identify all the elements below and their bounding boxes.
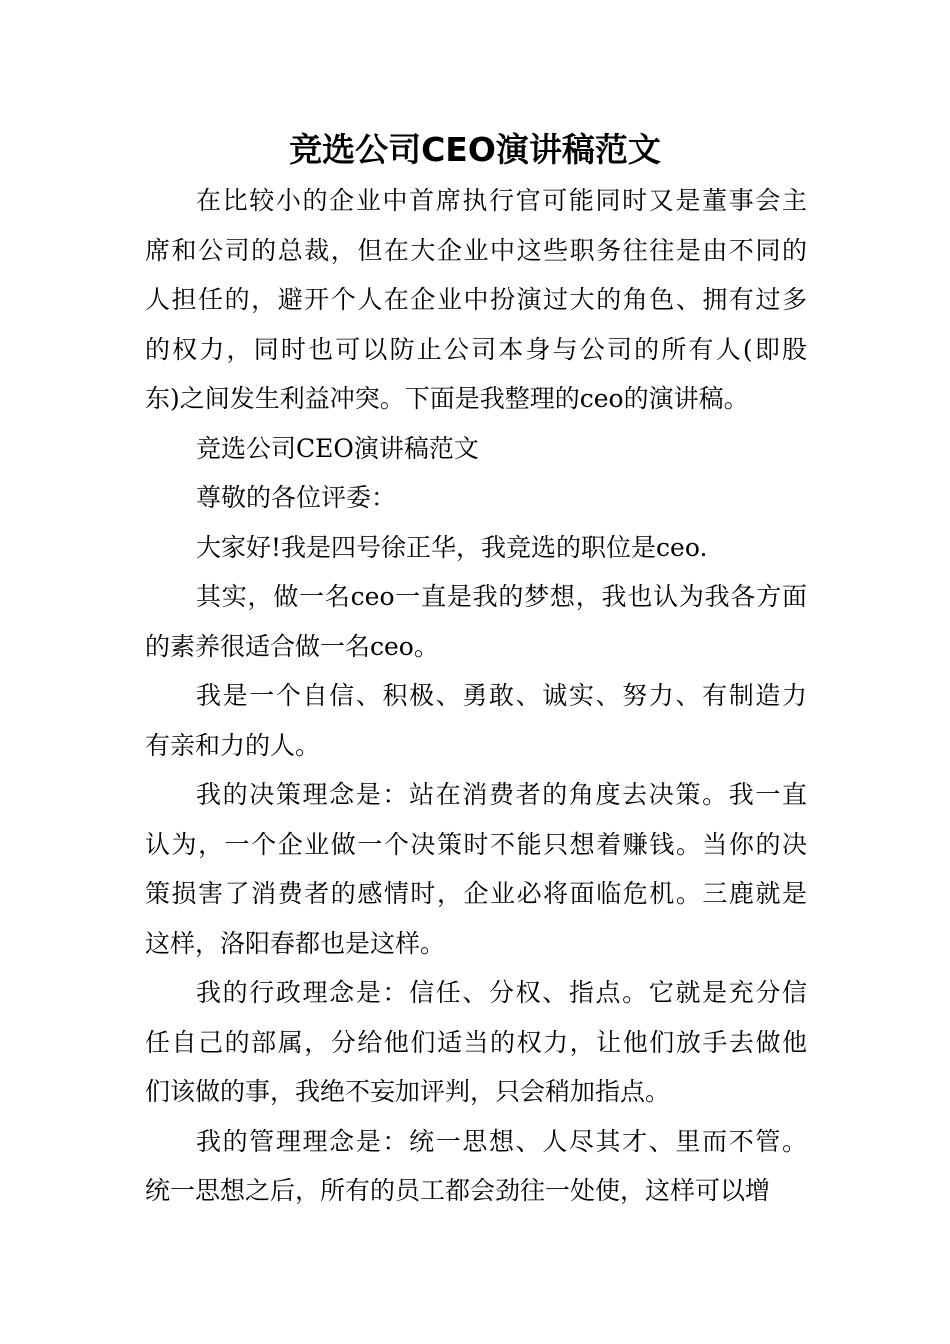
text-line: 我的管理理念是：统一思想、人尽其才、里而不管。 bbox=[196, 1126, 807, 1156]
text-line: 这样，洛阳春都也是这样。 bbox=[145, 928, 446, 958]
text-line: 人担任的，避开个人在企业中扮演过大的角色、拥有过多 bbox=[145, 285, 807, 314]
text-line: 尊敬的各位评委： bbox=[196, 483, 397, 512]
text-line: 策损害了消费者的感情时，企业必将面临危机。三鹿就是 bbox=[145, 879, 807, 908]
body-paragraph bbox=[145, 968, 807, 1117]
text-line: 我是一个自信、积极、勇敢、诚实、努力、有制造力 bbox=[196, 681, 807, 710]
body-paragraph bbox=[145, 770, 807, 968]
text-line: 东)之间发生利益冲突。下面是我整理的ceo的演讲稿。 bbox=[145, 384, 749, 413]
body-paragraph bbox=[145, 671, 807, 770]
text-line: 的素养很适合做一名ceo。 bbox=[145, 631, 439, 661]
text-line: 的权力，同时也可以防止公司本身与公司的所有人(即股 bbox=[145, 334, 807, 364]
document-title: 竞选公司CEO演讲稿范文 bbox=[289, 130, 661, 169]
text-line: 有亲和力的人。 bbox=[145, 730, 321, 760]
text-line: 席和公司的总裁，但在大企业中这些职务往往是由不同的 bbox=[145, 235, 807, 265]
body-paragraph bbox=[145, 1117, 807, 1216]
text-line: 在比较小的企业中首席执行官可能同时又是董事会主 bbox=[196, 186, 807, 215]
text-line: 们该做的事，我绝不妄加评判，只会稍加指点。 bbox=[145, 1077, 671, 1106]
text-line: 大家好!我是四号徐正华，我竞选的职位是ceo. bbox=[196, 532, 708, 562]
text-line: 其实，做一名ceo一直是我的梦想，我也认为我各方面 bbox=[196, 582, 807, 611]
body-paragraph bbox=[145, 473, 807, 523]
text-line: 竞选公司CEO演讲稿范文 bbox=[196, 433, 479, 463]
body-paragraph bbox=[145, 572, 807, 671]
body-paragraph bbox=[145, 424, 807, 474]
document-body bbox=[145, 176, 807, 1216]
body-paragraph bbox=[145, 523, 807, 573]
text-line: 统一思想之后，所有的员工都会劲往一处使，这样可以增 bbox=[145, 1176, 771, 1205]
text-line: 我的决策理念是：站在消费者的角度去决策。我一直 bbox=[196, 780, 807, 809]
text-line: 认为，一个企业做一个决策时不能只想着赚钱。当你的决 bbox=[145, 829, 807, 859]
text-line: 我的行政理念是：信任、分权、指点。它就是充分信 bbox=[196, 978, 807, 1007]
body-paragraph bbox=[145, 176, 807, 424]
text-line: 任自己的部属，分给他们适当的权力，让他们放手去做他 bbox=[145, 1027, 807, 1057]
